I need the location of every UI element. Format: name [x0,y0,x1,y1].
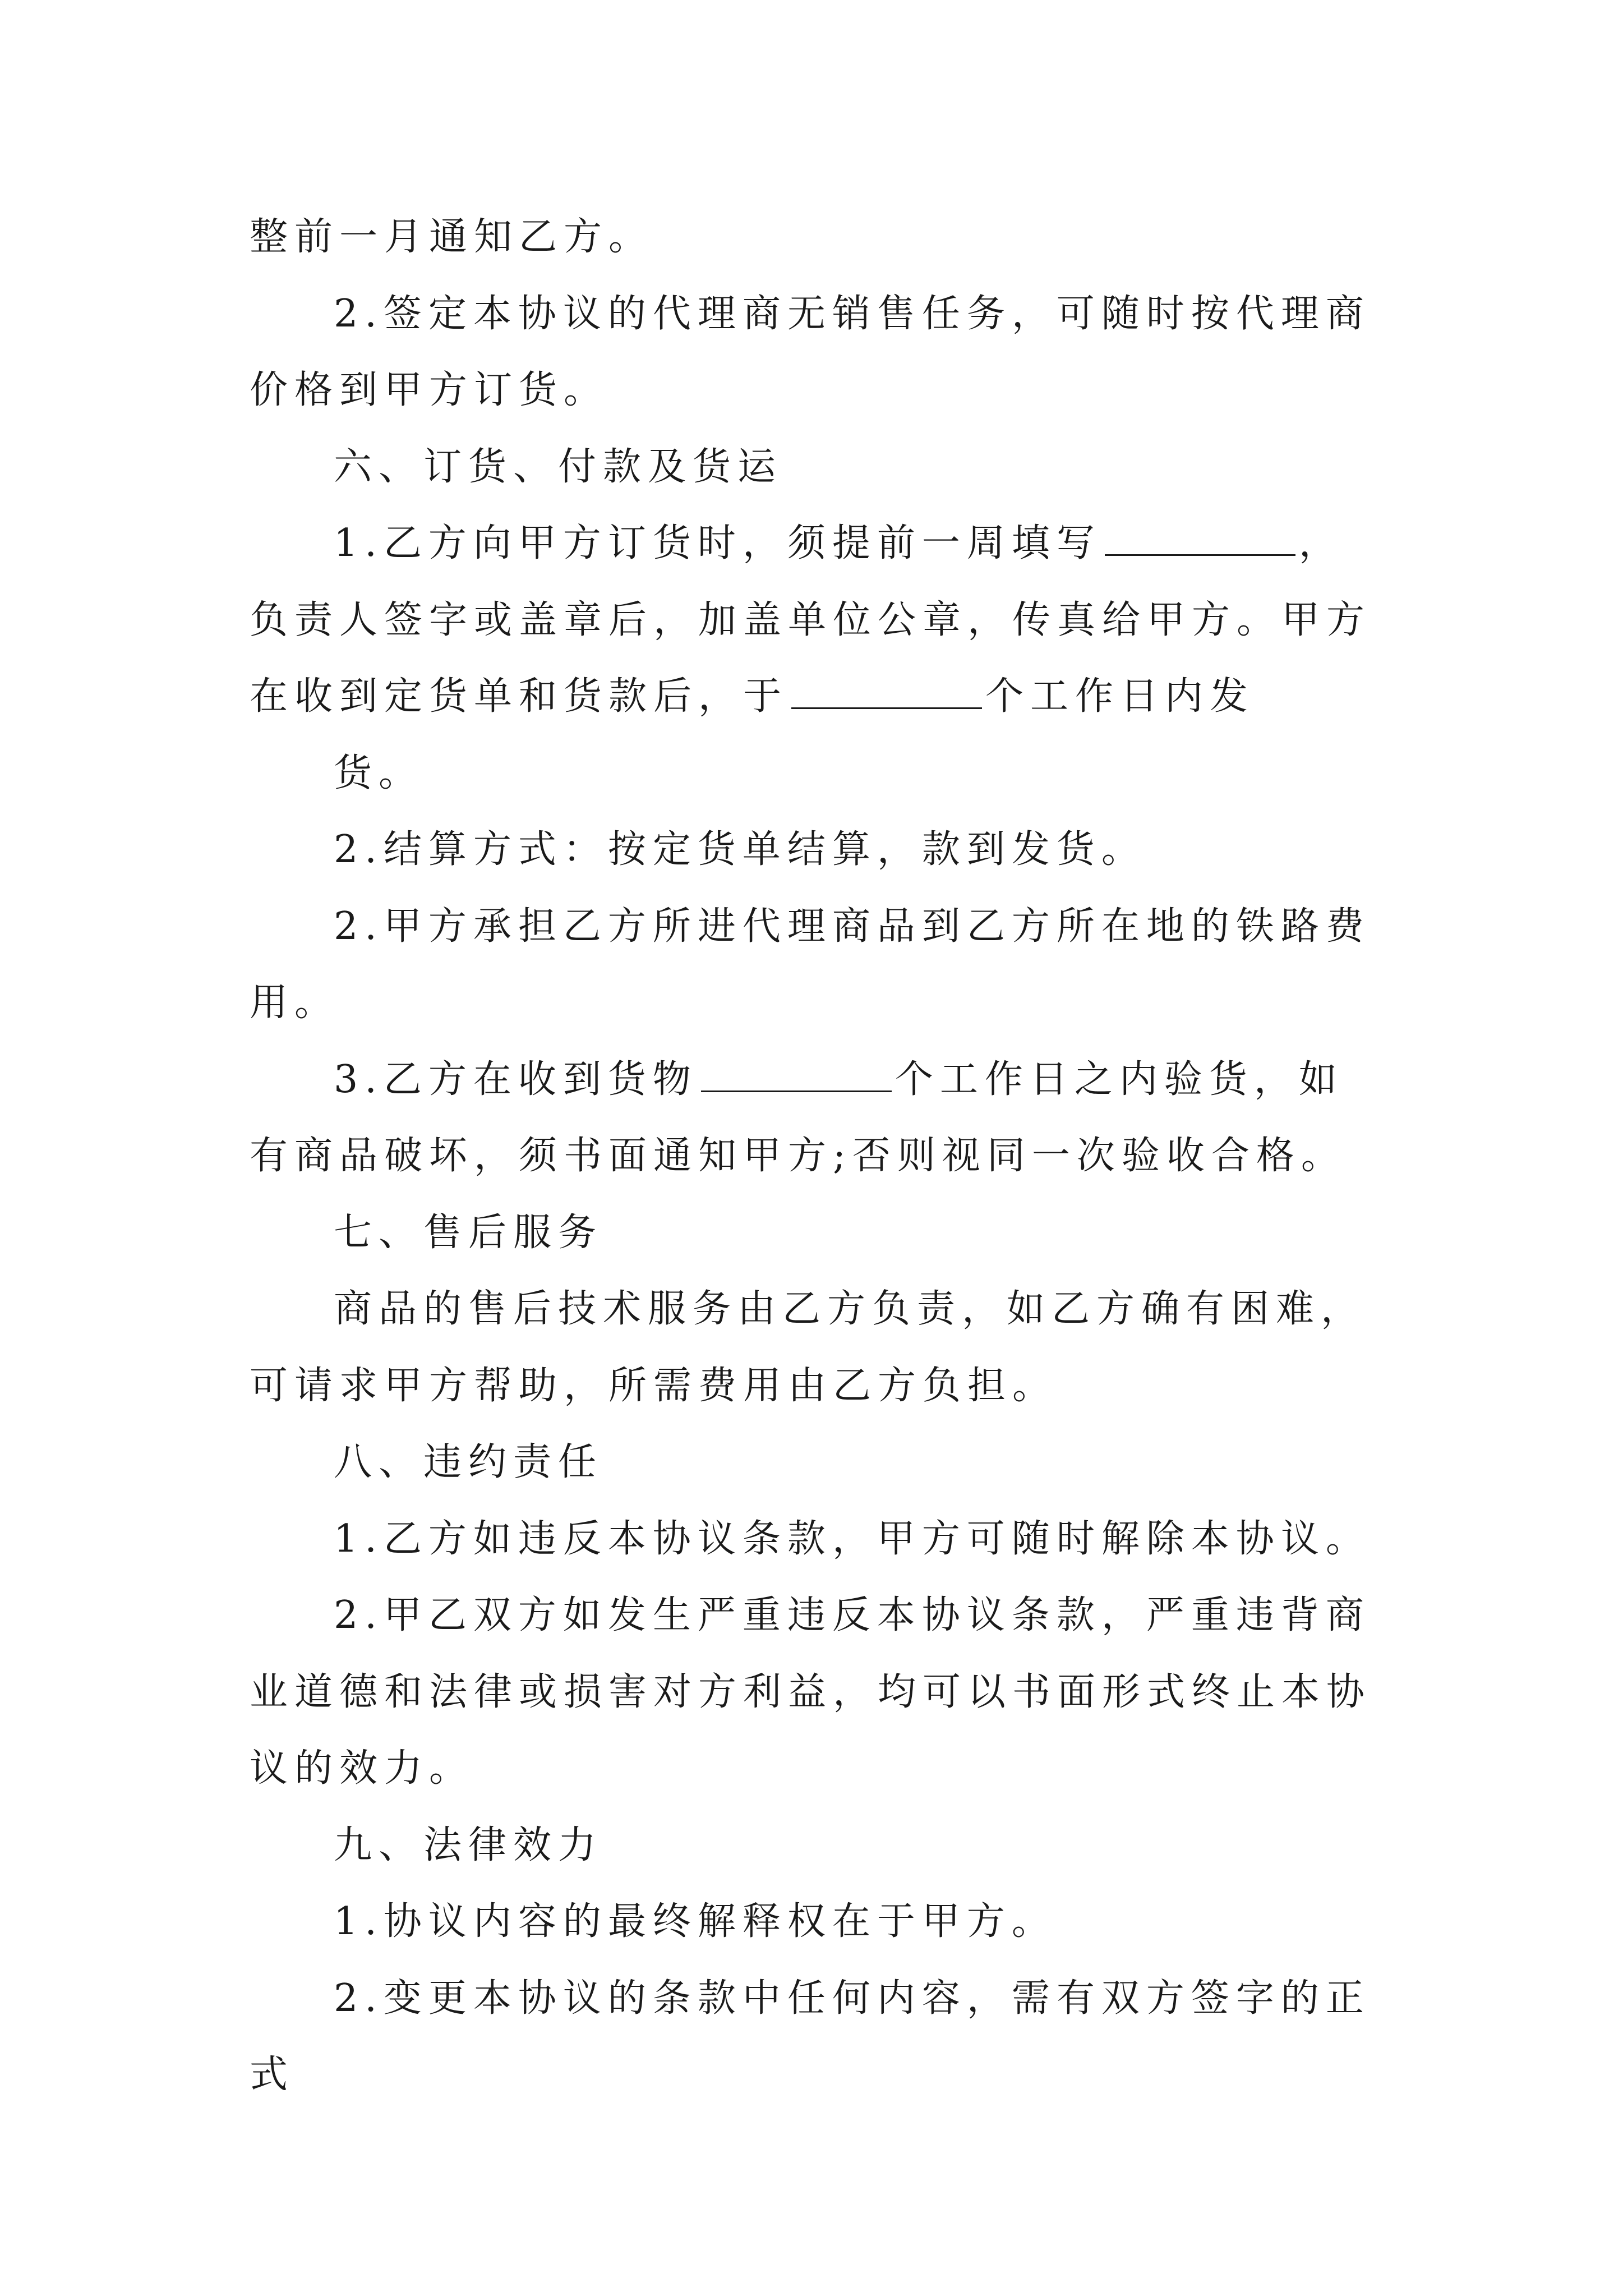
blank-fill-field-form [1105,523,1295,556]
paragraph-amendment: 2.变更本协议的条款中任何内容，需有双方签字的正式 [250,1976,1371,2097]
inspection-text-b: 个工作日之内验货，如有商品破坏，须书面通知甲方;否则视同一次验收合格。 [250,1057,1346,1178]
paragraph-no-sales-task: 2.签定本协议的代理商无销售任务，可随时按代理商价格到甲方订货。 [250,291,1371,412]
blank-fill-field-inspection-days [701,1059,892,1092]
paragraph-railway-fees: 2.甲方承担乙方所进代理商品到乙方所在地的铁路费用。 [250,904,1371,1025]
paragraph-breach-termination: 1.乙方如违反本协议条款，甲方可随时解除本协议。 [334,1516,1371,1561]
paragraph-interpretation: 1.协议内容的最终解释权在于甲方。 [334,1899,1057,1944]
paragraph-serious-breach: 2.甲乙双方如发生严重违反本协议条款，严重违背商业道德和法律或损害对方利益，均可以书面形式终止本协议的效力。 [250,1593,1372,1791]
paragraph-settlement: 2.结算方式：按定货单结算，款到发货。 [334,827,1146,872]
paragraph-notice-continuation: 整前一月通知乙方。 [250,215,654,259]
section-heading-legal-effect: 九、法律效力 [334,1823,603,1867]
section-heading-breach: 八、违约责任 [334,1440,603,1484]
section-heading-after-sales: 七、售后服务 [334,1210,603,1255]
paragraph-order-procedure [250,505,1377,735]
paragraph-order-procedure-end: 货。 [334,751,424,795]
order-procedure-text-c: 个工作日内发 [985,674,1255,719]
paragraph-inspection [250,1042,1377,1195]
order-procedure-text-a: 1.乙方向甲方订货时，须提前一周填写 [334,521,1101,565]
order-procedure-text-b: ，负责人签字或盖章后，加盖单位公章，传真给甲方。甲方在收到定货单和货款后，于 [250,521,1372,719]
paragraph-after-sales: 商品的售后技术服务由乙方负责，如乙方确有困难，可请求甲方帮助，所需费用由乙方负担。 [250,1287,1366,1408]
inspection-text-a: 3.乙方在收到货物 [334,1057,698,1102]
blank-fill-field-days [791,676,982,709]
document-body [250,199,1377,2114]
section-heading-ordering: 六、订货、付款及货运 [334,444,783,489]
